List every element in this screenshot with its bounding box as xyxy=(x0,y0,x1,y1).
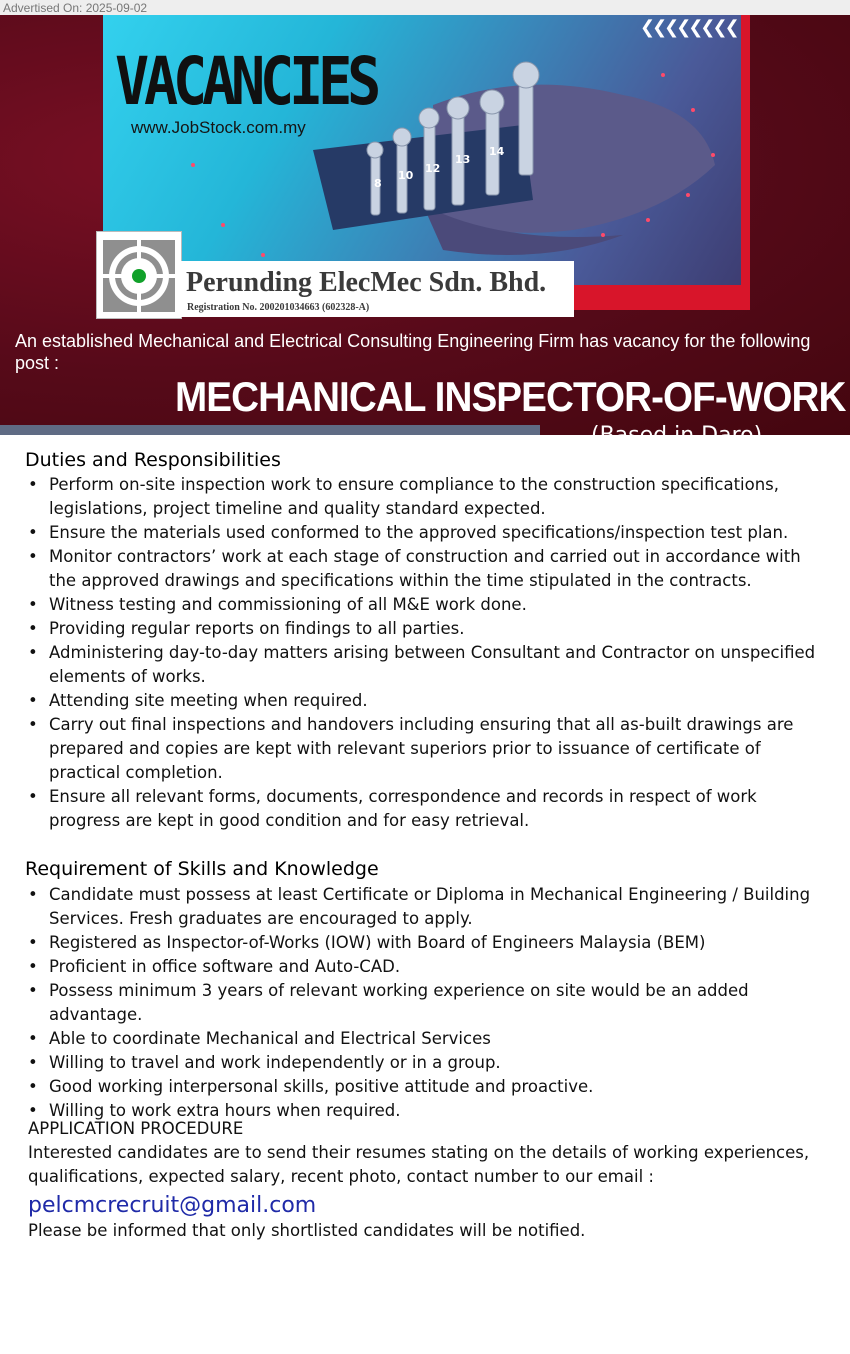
requirements-list xyxy=(25,883,825,1123)
duties-heading: Duties and Responsibilities xyxy=(25,449,281,471)
jobstock-url[interactable]: www.JobStock.com.my xyxy=(131,118,306,137)
wrench-size-label: 13 xyxy=(455,153,471,166)
list-item: • Proficient in office software and Auto-CAD. xyxy=(25,955,825,979)
shortlist-note: Please be informed that only shortlisted candidates will be notified. xyxy=(28,1221,586,1240)
wrench-size-label: 10 xyxy=(398,169,414,182)
list-item: • Willing to work extra hours when required. xyxy=(25,1099,825,1123)
chevron-stripes-icon: ❮❮❮❮❮❮❮❮ xyxy=(640,17,737,38)
job-title: MECHANICAL INSPECTOR-OF-WORK xyxy=(175,373,846,420)
list-item: • Perform on-site inspection work to ensure compliance to the construction specifications, legislations, project timeline and quality standard expected. xyxy=(25,473,825,521)
list-item: • Willing to travel and work independently or in a group. xyxy=(25,1051,825,1075)
company-logo-icon xyxy=(97,232,181,318)
list-item: • Possess minimum 3 years of relevant working experience on site would be an added advantage. xyxy=(25,979,825,1027)
job-location: (Based in Daro) xyxy=(591,423,763,448)
wrench-size-label: 14 xyxy=(489,145,505,158)
header-banner xyxy=(0,15,850,448)
application-heading: APPLICATION PROCEDURE xyxy=(28,1119,244,1138)
application-body: Interested candidates are to send their resumes stating on the details of working experiences, qualifications, expected salary, recent photo, contact number to our email : xyxy=(28,1143,810,1186)
list-item: • Carry out final inspections and handovers including ensuring that all as-built drawings are prepared and copies are kept with relevant superiors prior to issuance of certificate of practical completion. xyxy=(25,713,825,785)
company-name: Perunding ElecMec Sdn. Bhd. xyxy=(186,267,547,298)
wrench-size-label: 8 xyxy=(374,177,382,190)
contact-email-link[interactable]: pelcmcrecruit@gmail.com xyxy=(28,1193,317,1218)
list-item: • Administering day-to-day matters arising between Consultant and Contractor on unspecified elements of works. xyxy=(25,641,825,689)
company-registration: Registration No. 200201034663 (602328-A) xyxy=(187,302,370,313)
list-item: • Candidate must possess at least Certificate or Diploma in Mechanical Engineering / Building Services. Fresh graduates are encouraged to apply. xyxy=(25,883,825,931)
list-item: • Monitor contractors’ work at each stage of construction and carried out in accordance with the approved drawings and specifications within the time stipulated in the contracts. xyxy=(25,545,825,593)
list-item: • Witness testing and commissioning of all M&E work done. xyxy=(25,593,825,617)
list-item: • Good working interpersonal skills, positive attitude and proactive. xyxy=(25,1075,825,1099)
divider-strip xyxy=(0,425,540,435)
advertised-date-bar xyxy=(0,0,850,15)
list-item: • Ensure the materials used conformed to the approved specifications/inspection test plan. xyxy=(25,521,825,545)
list-item: • Providing regular reports on findings to all parties. xyxy=(25,617,825,641)
intro-text: An established Mechanical and Electrical Consulting Engineering Firm has vacancy for the following post : xyxy=(15,331,811,373)
wrench-size-label: 12 xyxy=(425,162,441,175)
list-item: • Ensure all relevant forms, documents, correspondence and records in respect of work progress are kept in good condition and for easy retrieval. xyxy=(25,785,825,833)
requirements-heading: Requirement of Skills and Knowledge xyxy=(25,858,379,880)
list-item: • Able to coordinate Mechanical and Electrical Services xyxy=(25,1027,825,1051)
vacancies-title: VACANCIES xyxy=(115,43,377,120)
list-item: • Registered as Inspector-of-Works (IOW) with Board of Engineers Malaysia (BEM) xyxy=(25,931,825,955)
list-item: • Attending site meeting when required. xyxy=(25,689,825,713)
duties-list xyxy=(25,473,825,833)
company-logo xyxy=(96,231,182,319)
advertised-date: Advertised On: 2025-09-02 xyxy=(3,1,148,15)
